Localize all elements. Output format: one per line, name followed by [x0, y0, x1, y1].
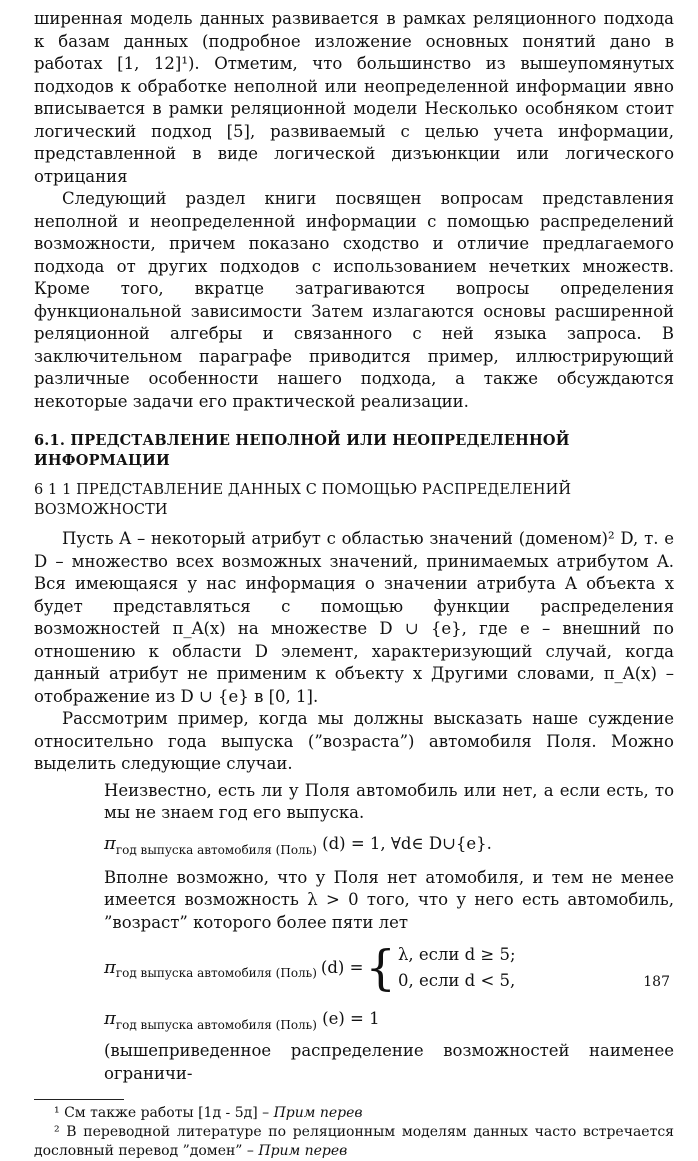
section-title: 6.1. ПРЕДСТАВЛЕНИЕ НЕПОЛНОЙ ИЛИ НЕОПРЕДЕЛЕННОЙ ИНФОРМАЦИИ [34, 432, 570, 469]
footnote-1-tag: Прим перев [273, 1105, 363, 1121]
formula-1 [104, 833, 674, 861]
closing-text: (вышеприведенное распределение возможностей наименее ограничи- [104, 1041, 674, 1083]
formula-2 [104, 942, 674, 994]
formula-subscript: год выпуска автомобиля (Поль) [115, 842, 317, 857]
formula-2-case-2: 0, если d < 5, [397, 971, 516, 990]
cases-block [363, 942, 515, 994]
formula-subscript: год выпуска автомобиля (Поль) [115, 1018, 317, 1032]
formula-3 [104, 1008, 674, 1036]
paragraph-overview: Следующий раздел книги посвящен вопросам представления неполной и неопределенной информации с помощью распределений возможности, причем показано сходство и отличие предлагаемого подхода от других подходов с использованием нечетких множеств. Кроме того, вкратце затрагиваются вопросы определения функциональной зависимости Затем излагаются основы расширенной реляционной алгебры и связанного с ней языка запроса. В заключительном параграфе приводится пример, иллюстрирующий различные особенности нашего подхода, а также обсуждаются некоторые задачи его практической реализации. [34, 189, 674, 411]
formula-2-lhs: (d) = [320, 958, 364, 977]
case-1-text: Неизвестно, есть ли у Поля автомобиль или нет, а если есть, то мы не знаем год его выпуска. [104, 780, 674, 822]
paragraph-definition: Пусть A – некоторый атрибут с областью значений (доменом)² D, т. е D – множество всех возможных значений, принимаемых атрибутом A. Вся имеющаяся у нас информация о значении атрибута A объекта x будет представляться с помощью функции распределения возможностей π_A(x) на множестве D ∪ {e}, где e – внешний по отношению к области D элемент, характеризующий случай, когда данный атрибут не применим к объекту x Другими словами, π_A(x) – отображение из D ∪ {e} в [0, 1]. [34, 529, 674, 706]
paragraph-example-intro: Рассмотрим пример, когда мы должны высказать наше суждение относительно года выпуска (”возраста”) автомобиля Поля. Можно выделить следующие случаи. [34, 709, 674, 773]
formula-2-case-1: λ, если d ≥ 5; [397, 945, 516, 964]
pi-symbol: π [104, 1008, 116, 1029]
formula-subscript: год выпуска автомобиля (Поль) [115, 966, 317, 980]
page-body [34, 8, 674, 1161]
footnote-1: ¹ См также работы [1д - 5д] – Прим перев [54, 1105, 363, 1121]
paragraph-intro: ширенная модель данных развивается в рамках реляционного подхода к базам данных (подробное изложение основных понятий дано в работах [1, 12]¹). Отметим, что большинство из вышеупомянутых подходов к обработке неполной или неопределенной информации явно вписывается в рамки реляционной модели Несколько особняком стоит логический подход [5], развиваемый с целью учета информации, представленной в виде логической дизъюнкции или логического отрицания [34, 9, 674, 186]
page-number: 187 [643, 974, 670, 990]
formula-3-rhs: (e) = 1 [322, 1009, 380, 1028]
pi-symbol: π [104, 832, 116, 854]
footnote-2: ² В переводной литературе по реляционным моделям данных часто встречается дословный перевод ”домен” – Прим перев [34, 1124, 674, 1159]
brace-icon: { [365, 940, 396, 996]
case-2-text: Вполне возможно, что у Поля нет атомобиля, и тем не менее имеется возможность λ > 0 того, что у него есть автомобиль, ”возраст” которого более пяти лет [104, 867, 674, 932]
formula-1-rhs: (d) = 1, ∀d∈ D∪{e}. [322, 833, 492, 853]
subsection-title: 6 1 1 ПРЕДСТАВЛЕНИЕ ДАННЫХ С ПОМОЩЬЮ РАСПРЕДЕЛЕНИЙ ВОЗМОЖНОСТИ [34, 482, 572, 518]
footnote-2-tag: Прим перев [258, 1143, 348, 1159]
pi-symbol: π [104, 957, 116, 978]
footnote-divider [34, 1099, 124, 1100]
